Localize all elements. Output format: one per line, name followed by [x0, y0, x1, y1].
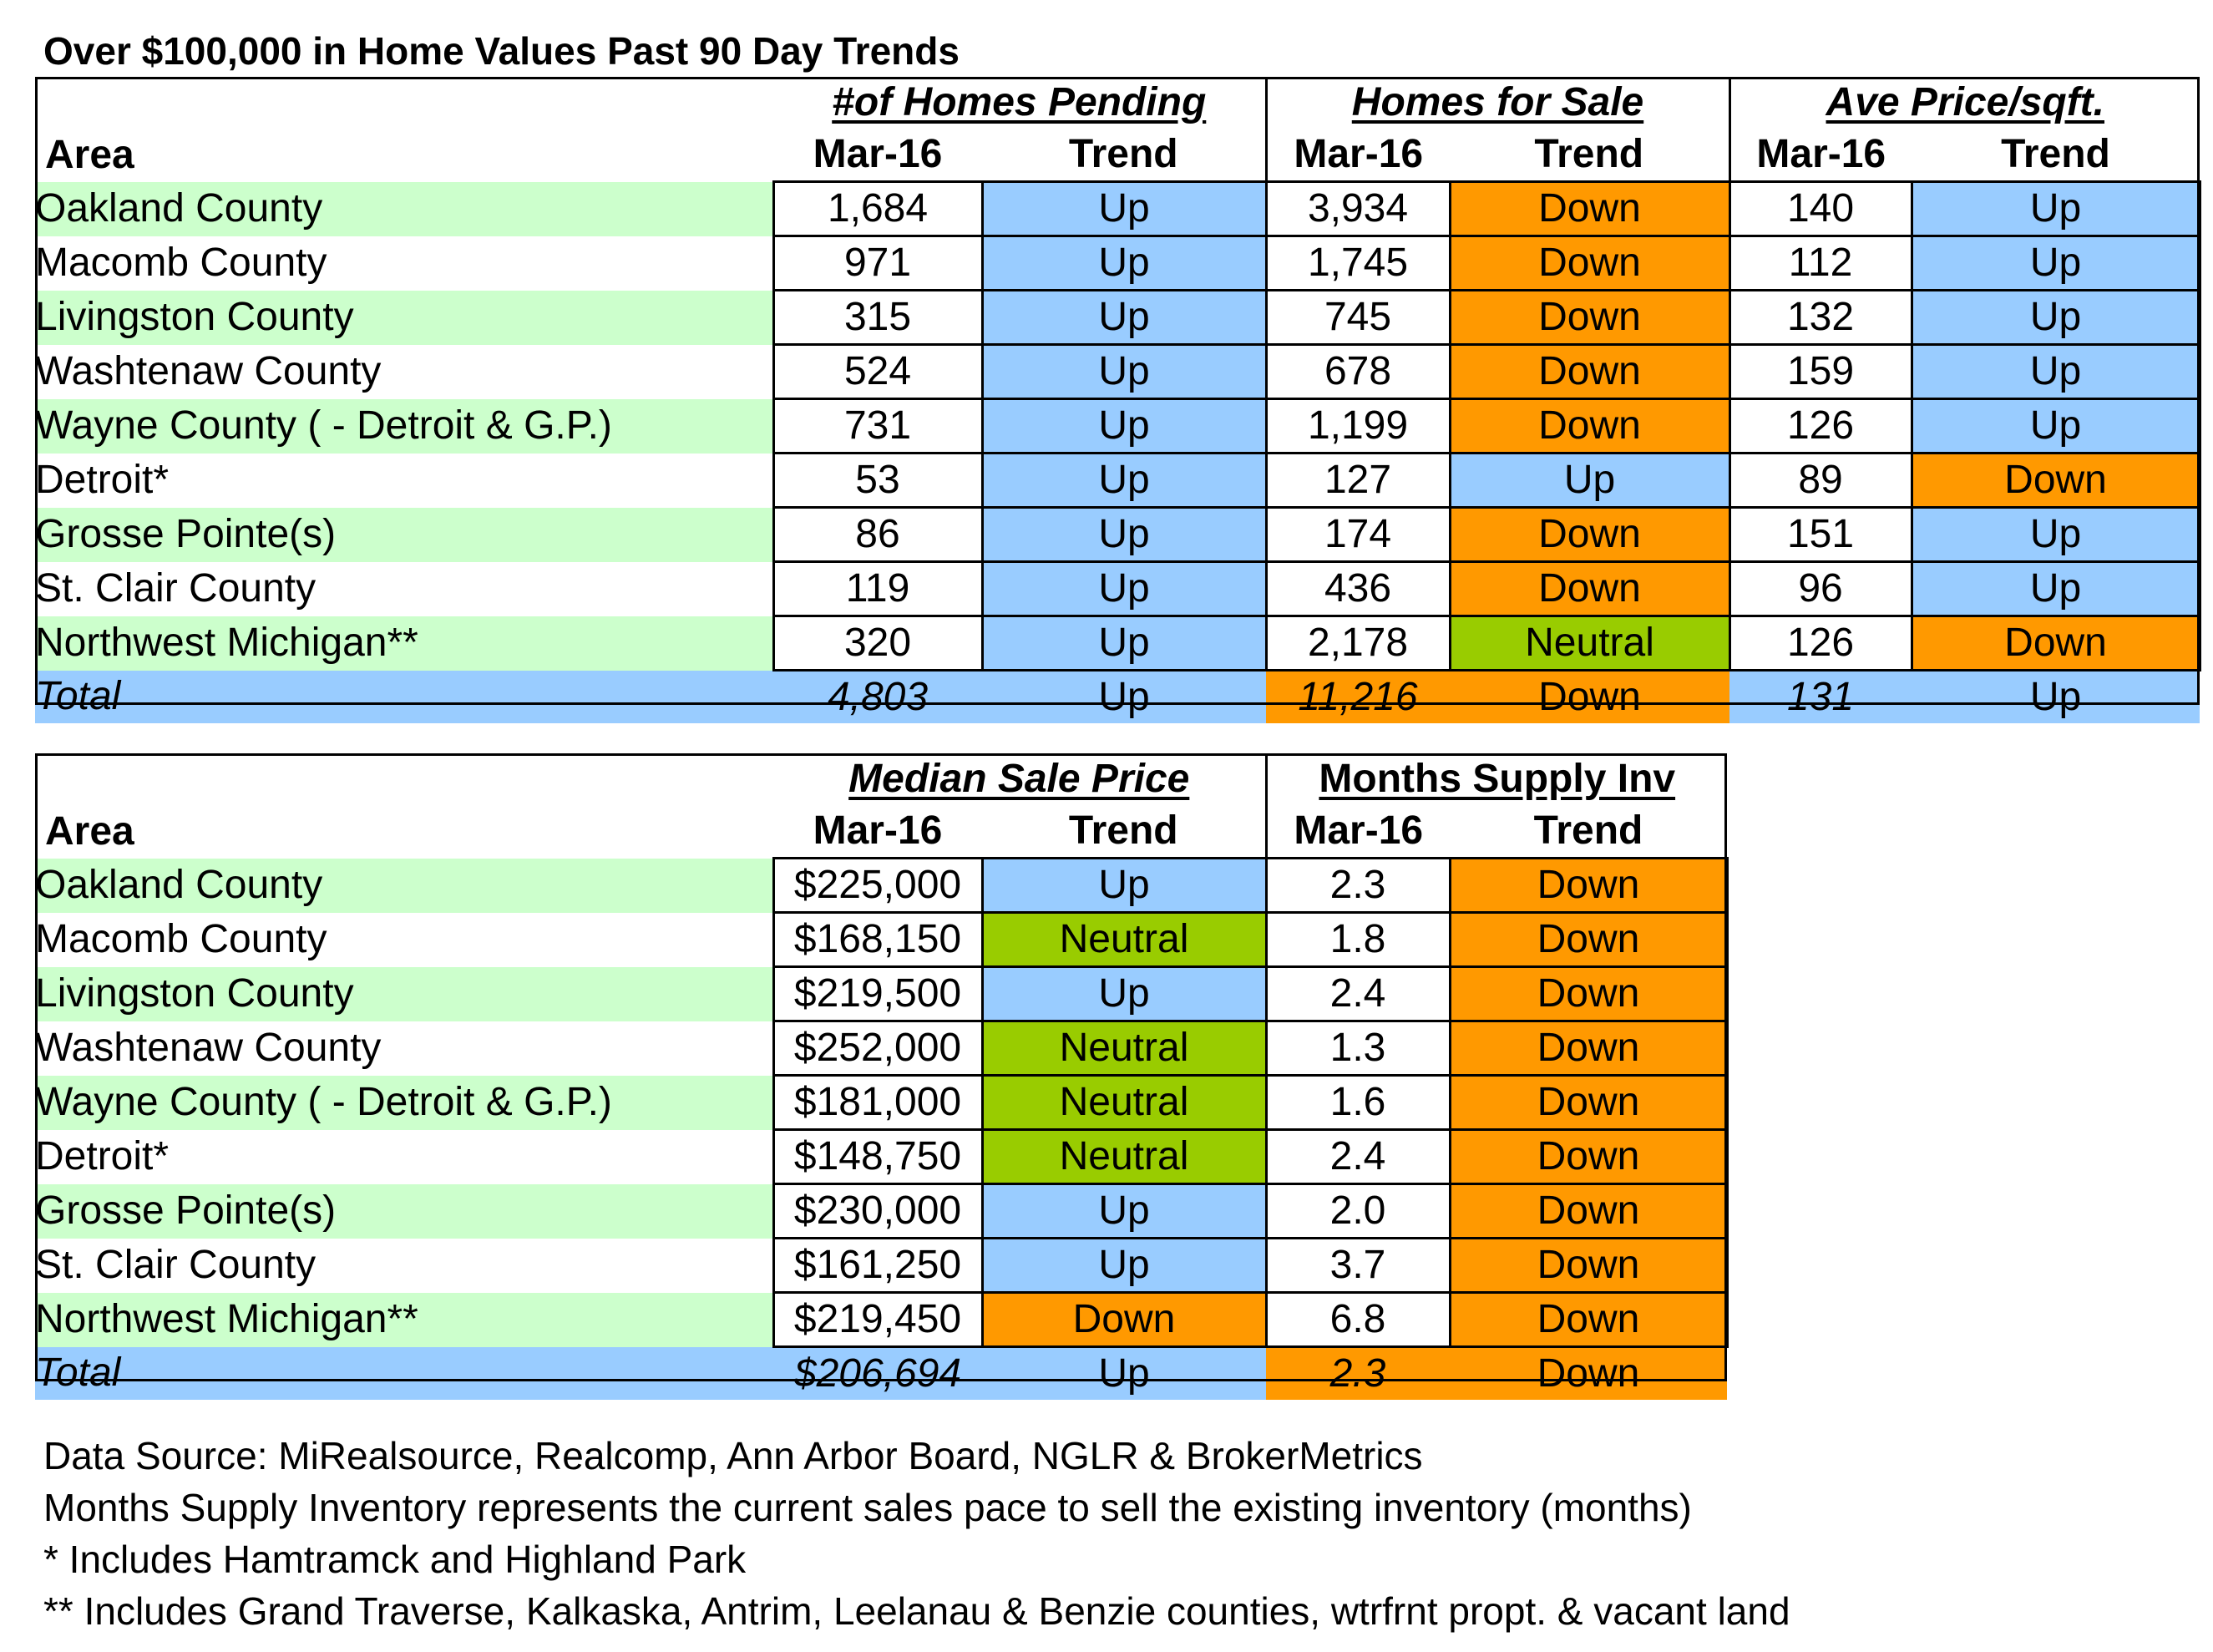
value-cell: 1.8: [1266, 913, 1450, 967]
trend-cell: Down: [1450, 859, 1727, 913]
trends-table-2: [35, 753, 1729, 1400]
value-cell: 315: [773, 291, 982, 345]
value-cell: 1.3: [1266, 1021, 1450, 1076]
footer-line: Months Supply Inventory represents the current sales pace to sell the existing inventory (months): [43, 1486, 1692, 1529]
area-header: Area: [45, 808, 134, 854]
value-cell: 971: [773, 236, 982, 291]
value-cell: 1.6: [1266, 1076, 1450, 1130]
trend-cell: Neutral: [1450, 616, 1729, 671]
area-cell: Oakland County: [35, 182, 773, 236]
footer-line: * Includes Hamtramck and Highland Park: [43, 1538, 747, 1581]
trend-cell: Up: [982, 291, 1266, 345]
trend-cell: Down: [1450, 291, 1729, 345]
total-trend: Up: [982, 1347, 1266, 1401]
value-cell: $230,000: [773, 1184, 982, 1239]
value-cell: 2.4: [1266, 1130, 1450, 1184]
area-cell: Livingston County: [35, 291, 773, 345]
value-cell: $168,150: [773, 913, 982, 967]
total-value: 11,216: [1266, 671, 1450, 724]
trend-cell: Down: [1450, 1239, 1727, 1293]
area-cell: St. Clair County: [35, 1243, 317, 1287]
table-row: [35, 1076, 1727, 1130]
group-homes-pending: #of Homes Pending: [832, 80, 1207, 124]
area-cell: St. Clair County: [35, 566, 317, 611]
trend-cell: Up: [982, 345, 1266, 399]
total-label: Total: [35, 671, 773, 724]
footer-line: ** Includes Grand Traverse, Kalkaska, Antrim, Leelanau & Benzie counties, wtrfrnt propt. & vacant land: [43, 1589, 1790, 1633]
value-cell: 678: [1266, 345, 1450, 399]
value-cell: 2.4: [1266, 967, 1450, 1021]
total-value: $206,694: [773, 1347, 982, 1401]
value-cell: 140: [1729, 182, 1912, 236]
trend-cell: Neutral: [982, 913, 1266, 967]
col-header: Mar-16: [1266, 129, 1450, 182]
value-cell: 96: [1729, 562, 1912, 616]
area-cell: Macomb County: [35, 241, 327, 285]
trend-cell: Down: [1450, 1130, 1727, 1184]
trend-cell: Down: [982, 1293, 1266, 1347]
trend-cell: Down: [1912, 454, 2200, 508]
value-cell: 2.0: [1266, 1184, 1450, 1239]
total-label: Total: [35, 1347, 773, 1401]
trend-cell: Down: [1450, 562, 1729, 616]
trend-cell: Up: [982, 508, 1266, 562]
footer-notes: [43, 1430, 1790, 1637]
trend-cell: Neutral: [982, 1130, 1266, 1184]
total-row: [35, 1347, 1727, 1401]
trend-cell: Up: [982, 1184, 1266, 1239]
table-row: [35, 236, 2200, 291]
total-trend: Down: [1450, 671, 1729, 724]
value-cell: $219,450: [773, 1293, 982, 1347]
value-cell: $219,500: [773, 967, 982, 1021]
trend-cell: Down: [1450, 508, 1729, 562]
trend-cell: Up: [1912, 291, 2200, 345]
area-cell: Detroit*: [35, 1134, 170, 1178]
total-row: [35, 671, 2200, 724]
trend-cell: Down: [1450, 399, 1729, 454]
value-cell: 436: [1266, 562, 1450, 616]
total-trend: Up: [982, 671, 1266, 724]
area-cell: Macomb County: [35, 917, 327, 961]
area-cell: Wayne County ( - Detroit & G.P.): [35, 1076, 773, 1130]
value-cell: 2.3: [1266, 859, 1450, 913]
area-cell: Northwest Michigan**: [35, 616, 773, 671]
trend-cell: Up: [982, 967, 1266, 1021]
col-header: Mar-16: [1729, 129, 1912, 182]
table-row: [35, 859, 1727, 913]
total-value: 131: [1729, 671, 1912, 724]
trend-cell: Up: [982, 399, 1266, 454]
table-row: [35, 1239, 1727, 1293]
value-cell: 1,199: [1266, 399, 1450, 454]
value-cell: $161,250: [773, 1239, 982, 1293]
value-cell: 320: [773, 616, 982, 671]
col-header: Mar-16: [813, 132, 943, 176]
trend-cell: Up: [982, 182, 1266, 236]
total-value: 2.3: [1266, 1347, 1450, 1401]
trend-cell: Up: [982, 562, 1266, 616]
trend-cell: Up: [1912, 399, 2200, 454]
table-row: [35, 345, 2200, 399]
value-cell: 89: [1729, 454, 1912, 508]
area-cell: Grosse Pointe(s): [35, 508, 773, 562]
table-row: [35, 1293, 1727, 1347]
trends-table-1: [35, 77, 2201, 723]
trend-cell: Down: [1450, 1021, 1727, 1076]
table-row: [35, 1130, 1727, 1184]
table-row: [35, 967, 1727, 1021]
value-cell: 524: [773, 345, 982, 399]
table-row: [35, 508, 2200, 562]
table-row: [35, 454, 2200, 508]
table-row: [35, 1184, 1727, 1239]
area-cell: Detroit*: [35, 458, 170, 502]
value-cell: 132: [1729, 291, 1912, 345]
group-ave-price-sqft: Ave Price/sqft.: [1729, 77, 2200, 129]
trend-cell: Down: [1450, 913, 1727, 967]
col-header: Trend: [2001, 132, 2110, 176]
group-median-sale-price: Median Sale Price: [848, 757, 1190, 801]
value-cell: 6.8: [1266, 1293, 1450, 1347]
area-cell: Washtenaw County: [35, 349, 382, 393]
area-cell: Oakland County: [35, 859, 773, 913]
col-header: Mar-16: [1266, 805, 1450, 859]
footer-line: Data Source: MiRealsource, Realcomp, Ann Arbor Board, NGLR & BrokerMetrics: [43, 1434, 1423, 1477]
col-header: Trend: [1068, 808, 1178, 853]
group-homes-for-sale: Homes for Sale: [1266, 77, 1729, 129]
trend-cell: Up: [1912, 562, 2200, 616]
table-row: [35, 1021, 1727, 1076]
area-header: Area: [45, 132, 134, 177]
trend-cell: Down: [1450, 1076, 1727, 1130]
page-title: Over $100,000 in Home Values Past 90 Day Trends: [43, 29, 960, 73]
trend-cell: Up: [1912, 508, 2200, 562]
trend-cell: Up: [1912, 345, 2200, 399]
value-cell: 731: [773, 399, 982, 454]
value-cell: 3.7: [1266, 1239, 1450, 1293]
area-cell: Washtenaw County: [35, 1026, 382, 1070]
value-cell: $252,000: [773, 1021, 982, 1076]
value-cell: 86: [773, 508, 982, 562]
value-cell: 3,934: [1266, 182, 1450, 236]
trend-cell: Up: [1450, 454, 1729, 508]
value-cell: 119: [773, 562, 982, 616]
trend-cell: Up: [982, 236, 1266, 291]
value-cell: $148,750: [773, 1130, 982, 1184]
group-header-row: [35, 753, 1727, 805]
value-cell: 126: [1729, 616, 1912, 671]
area-cell: Grosse Pointe(s): [35, 1184, 773, 1239]
value-cell: 127: [1266, 454, 1450, 508]
total-value: 4,803: [773, 671, 982, 724]
total-trend: Up: [1912, 671, 2200, 724]
col-header: Trend: [1533, 808, 1643, 853]
trend-cell: Up: [1912, 236, 2200, 291]
value-cell: 745: [1266, 291, 1450, 345]
value-cell: 1,684: [773, 182, 982, 236]
trend-cell: Up: [982, 1239, 1266, 1293]
trend-cell: Neutral: [982, 1076, 1266, 1130]
table-row: [35, 616, 2200, 671]
sub-header-row: [35, 129, 2200, 182]
group-months-supply: Months Supply Inv: [1266, 753, 1727, 805]
trend-cell: Down: [1450, 345, 1729, 399]
trend-cell: Neutral: [982, 1021, 1266, 1076]
trend-cell: Down: [1450, 1293, 1727, 1347]
table-row: [35, 913, 1727, 967]
value-cell: $225,000: [773, 859, 982, 913]
trend-cell: Down: [1450, 967, 1727, 1021]
area-cell: Northwest Michigan**: [35, 1293, 773, 1347]
table-row: [35, 291, 2200, 345]
trend-cell: Up: [982, 616, 1266, 671]
col-header: Trend: [1534, 132, 1644, 176]
value-cell: 159: [1729, 345, 1912, 399]
value-cell: 174: [1266, 508, 1450, 562]
area-cell: Wayne County ( - Detroit & G.P.): [35, 399, 773, 454]
value-cell: 1,745: [1266, 236, 1450, 291]
area-cell: Livingston County: [35, 967, 773, 1021]
value-cell: 53: [773, 454, 982, 508]
table-row: [35, 182, 2200, 236]
trend-cell: Down: [1450, 1184, 1727, 1239]
trend-cell: Up: [982, 454, 1266, 508]
value-cell: 151: [1729, 508, 1912, 562]
value-cell: $181,000: [773, 1076, 982, 1130]
trend-cell: Down: [1450, 236, 1729, 291]
sub-header-row: [35, 805, 1727, 859]
col-header: Trend: [1068, 132, 1178, 176]
trend-cell: Down: [1912, 616, 2200, 671]
col-header: Mar-16: [813, 808, 943, 853]
table-row: [35, 399, 2200, 454]
value-cell: 112: [1729, 236, 1912, 291]
trend-cell: Up: [982, 859, 1266, 913]
table-row: [35, 562, 2200, 616]
group-header-row: [35, 77, 2200, 129]
trend-cell: Down: [1450, 182, 1729, 236]
value-cell: 2,178: [1266, 616, 1450, 671]
total-trend: Down: [1450, 1347, 1727, 1401]
trend-cell: Up: [1912, 182, 2200, 236]
value-cell: 126: [1729, 399, 1912, 454]
